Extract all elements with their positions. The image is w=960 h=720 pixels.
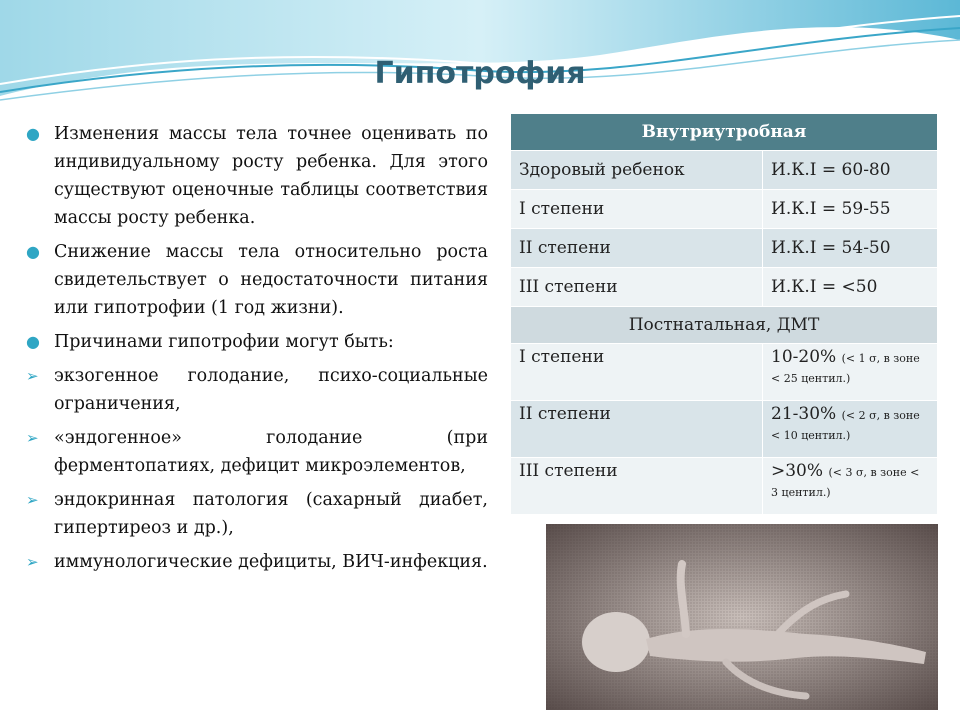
cause-text: «эндогенное» голодание (при ферментопатиях, дефицит микроэлементов, (54, 428, 488, 476)
table-row (511, 229, 938, 268)
bullet-item (26, 328, 488, 356)
bullet-dot-icon: ● (26, 332, 40, 351)
row-label: III степени (511, 458, 763, 515)
row-value: И.К.I = 59-55 (763, 190, 938, 229)
table-row (511, 458, 938, 515)
cause-item (26, 486, 488, 542)
page-title: Гипотрофия (374, 56, 586, 91)
row-value: >30% (771, 461, 824, 481)
cause-text: эндокринная патология (сахарный диабет, гипертиреоз и др.), (54, 490, 488, 538)
table-row (511, 344, 938, 401)
row-value: И.К.I = 60-80 (763, 151, 938, 190)
table-header-postnatal: Постнатальная, ДМТ (511, 307, 938, 344)
bullet-text: Изменения массы тела точнее оценивать по индивидуальному росту ребенка. Для этого существуют оценочные таблицы соответствия массы росту ребенка. (54, 124, 488, 228)
row-note: (< 3 σ, в зоне < 3 центил.) (771, 466, 920, 499)
row-note: (< 2 σ, в зоне < 10 центил.) (771, 409, 920, 442)
table-row (511, 190, 938, 229)
arrow-bullet-icon: ➢ (26, 367, 39, 385)
classification-table (510, 113, 938, 515)
row-value-cell (763, 344, 938, 401)
bullet-list (26, 120, 488, 582)
row-label: Здоровый ребенок (511, 151, 763, 190)
patient-photo (546, 524, 938, 710)
row-value-cell (763, 401, 938, 458)
row-label: I степени (511, 190, 763, 229)
bullet-text: Снижение массы тела относительно роста свидетельствует о недостаточности питания или гипотрофии (1 год жизни). (54, 242, 488, 318)
arrow-bullet-icon: ➢ (26, 429, 39, 447)
table-row (511, 151, 938, 190)
cause-item (26, 548, 488, 576)
row-value: И.К.I = <50 (763, 268, 938, 307)
bullet-item (26, 238, 488, 322)
row-value: 10-20% (771, 347, 837, 367)
arrow-bullet-icon: ➢ (26, 491, 39, 509)
row-label: I степени (511, 344, 763, 401)
arrow-bullet-icon: ➢ (26, 553, 39, 571)
row-value: 21-30% (771, 404, 837, 424)
bullet-text: Причинами гипотрофии могут быть: (54, 332, 394, 352)
row-label: II степени (511, 229, 763, 268)
cause-item (26, 362, 488, 418)
row-label: III степени (511, 268, 763, 307)
table-row (511, 401, 938, 458)
bullet-item (26, 120, 488, 232)
row-label: II степени (511, 401, 763, 458)
row-value: И.К.I = 54-50 (763, 229, 938, 268)
table-header-intrauterine: Внутриутробная (511, 114, 938, 151)
row-note: (< 1 σ, в зоне < 25 центил.) (771, 352, 920, 385)
bullet-dot-icon: ● (26, 124, 40, 143)
cause-text: экзогенное голодание, психо-социальные ограничения, (54, 366, 488, 414)
cause-item (26, 424, 488, 480)
table-row (511, 268, 938, 307)
row-value-cell (763, 458, 938, 515)
bullet-dot-icon: ● (26, 242, 40, 261)
cause-text: иммунологические дефициты, ВИЧ-инфекция. (54, 552, 488, 572)
